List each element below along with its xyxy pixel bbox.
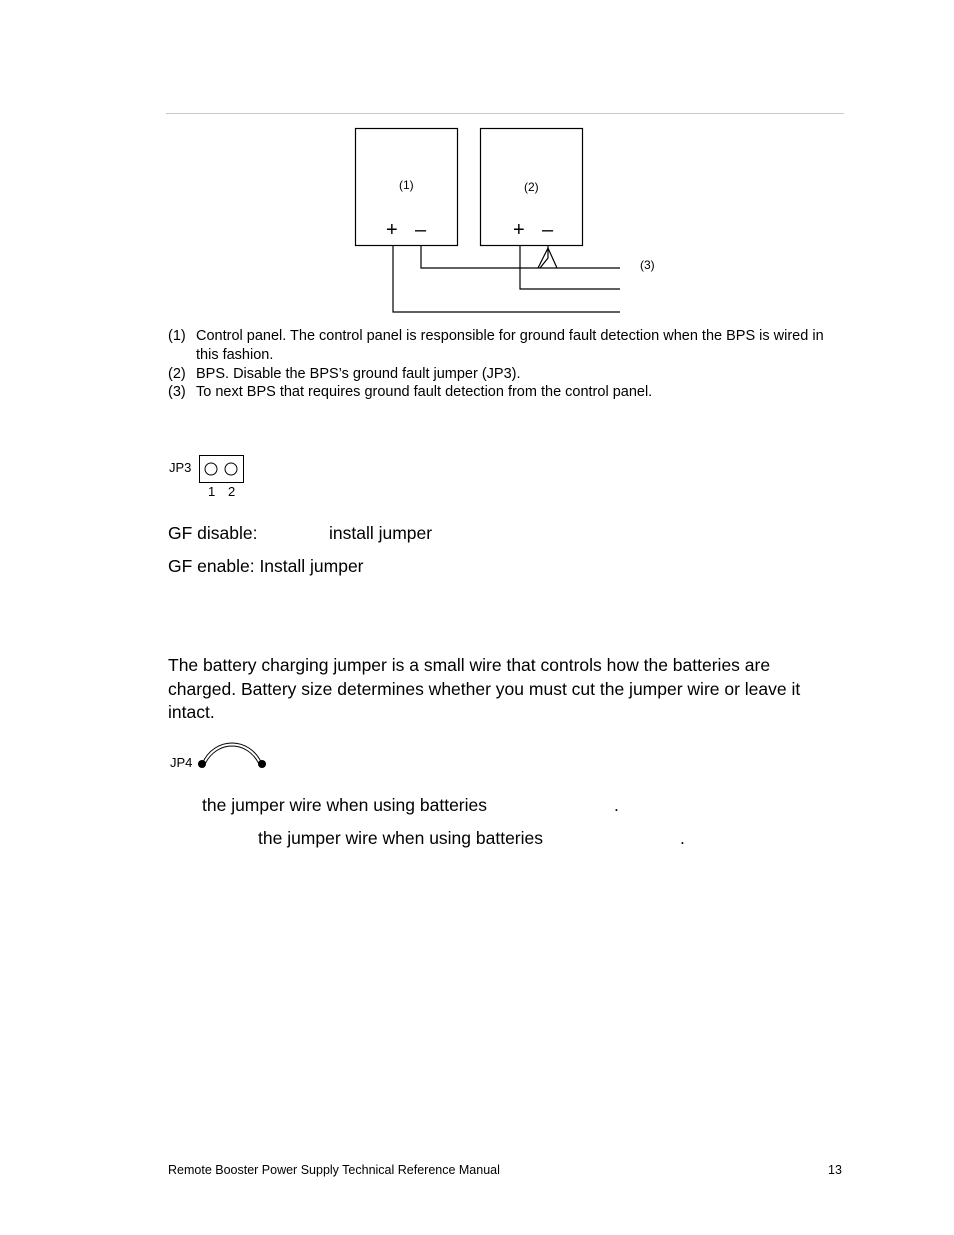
box1-label: (1) [399, 178, 414, 192]
gf-disable-action: install jumper [329, 523, 433, 543]
legend-text: To next BPS that requires ground fault detection from the control panel. [196, 384, 653, 400]
footer-title: Remote Booster Power Supply Technical Reference Manual [168, 1163, 500, 1177]
jp3-pin2: 2 [228, 484, 236, 499]
jumper-line-2-end: . [680, 828, 685, 848]
gf-disable-label: GF disable: [168, 523, 258, 543]
jp3-label: JP3 [169, 460, 192, 475]
box1-plus: + [386, 219, 398, 241]
box1-minus: – [415, 219, 427, 241]
gf-enable: GF enable: Install jumper [168, 556, 364, 576]
jp3-jumper-icon [199, 455, 245, 483]
wire-bps-positive [520, 245, 620, 289]
jumper-line-2: the jumper wire when using batteries [258, 828, 544, 848]
battery-paragraph: The battery charging jumper is a small wire that controls how the batteries are charged. Battery size determines whether you must cut the jumper wire or leave it intact. [168, 655, 801, 722]
jp4-label: JP4 [170, 755, 193, 770]
box2-plus: + [513, 219, 525, 241]
page-number: 13 [828, 1163, 842, 1177]
legend-num: (3) [168, 384, 186, 400]
wire3-label: (3) [640, 258, 655, 272]
legend-item-2 [168, 365, 828, 384]
legend-text: BPS. Disable the BPS’s ground fault jumper (JP3). [196, 366, 521, 382]
legend-num: (2) [168, 366, 186, 382]
jumper-line-1: the jumper wire when using batteries [202, 795, 488, 815]
legend-num: (1) [168, 328, 186, 344]
jp4-wire-icon [196, 736, 270, 772]
box2-minus: – [542, 219, 554, 241]
legend-item-3 [168, 383, 828, 402]
jumper-line-1-end: . [614, 795, 619, 815]
wire-positive [393, 245, 620, 312]
box2-label: (2) [524, 180, 539, 194]
legend-item-1 [168, 327, 828, 365]
jp3-pin1: 1 [208, 484, 216, 499]
wiring-diagram [0, 0, 954, 330]
legend-text: Control panel. The control panel is responsible for ground fault detection when the BPS is wired in this fashion. [196, 328, 824, 363]
